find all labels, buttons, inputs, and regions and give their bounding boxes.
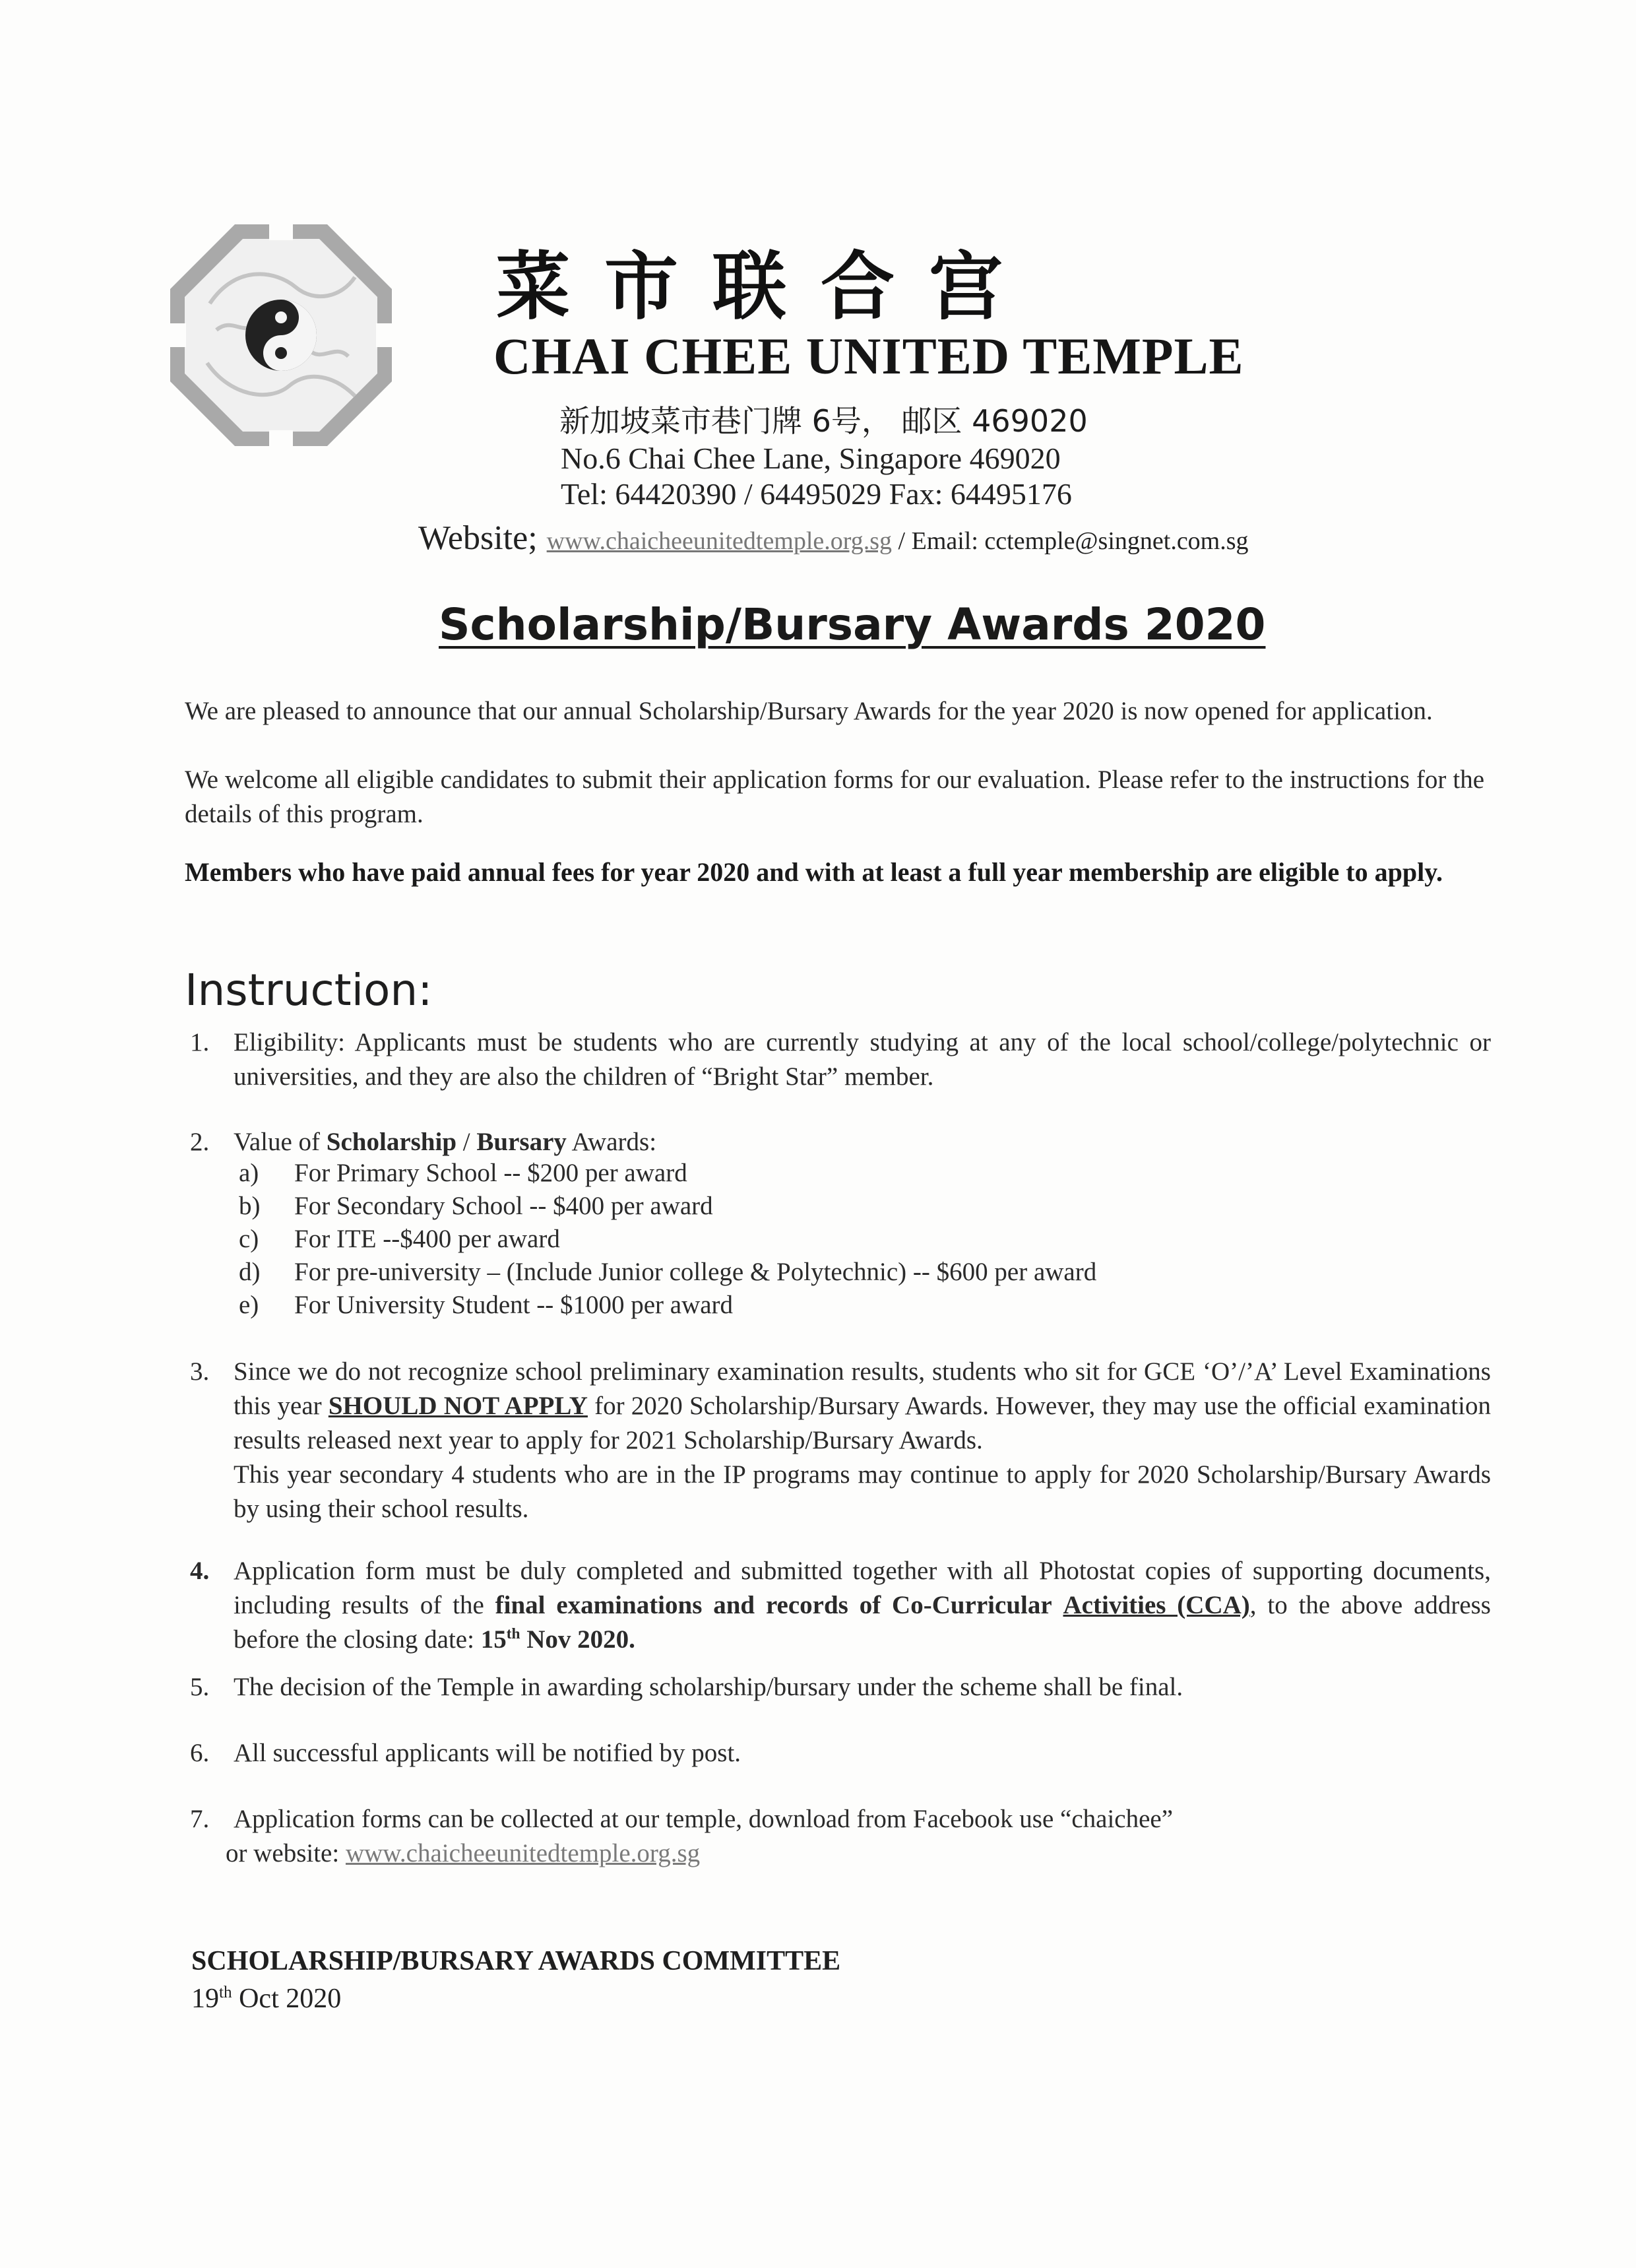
instruction-item-2 [185, 1125, 1491, 1159]
item-number: 6. [190, 1739, 210, 1767]
temple-name-english: CHAI CHEE UNITED TEMPLE [493, 327, 1244, 385]
temple-logo [170, 224, 392, 446]
tel-fax: Tel: 64420390 / 64495029 Fax: 64495176 [561, 477, 1072, 511]
item-number: 5. [190, 1673, 210, 1701]
award-value-secondary: b) For Secondary School -- $400 per award [239, 1192, 713, 1220]
item-number: 3. [190, 1357, 210, 1386]
item-number: 1. [190, 1028, 210, 1056]
award-value-primary: a) For Primary School -- $200 per award [239, 1159, 687, 1187]
website-link-footer[interactable]: www.chaicheeunitedtemple.org.sg [345, 1839, 701, 1867]
closing-date: 15th Nov 2020. [480, 1625, 635, 1654]
instruction-item-3 [185, 1355, 1491, 1526]
instruction-item-4 [185, 1554, 1491, 1657]
item-text: Application forms can be collected at our temple, download from Facebook use “chaichee” or website: www.chaicheeunitedtemple.org.sg [226, 1805, 1174, 1867]
instruction-item-1 [185, 1025, 1491, 1094]
item-text: All successful applicants will be notified by post. [234, 1739, 741, 1767]
item-text: Since we do not recognize school preliminary examination results, students who sit for GCE ‘O’/’A’ Level Examinations this year SHOULD NOT APPLY for 2020 Scholarship/Bursary Awards. However, they may use the official examination results released next year to apply for 2021 Scholarship/Bursary Awards. This year secondary 4 students who are in the IP programs may continue to apply for 2020 Scholarship/Bursary Awards by using their school results. [234, 1357, 1491, 1523]
eligibility-note: Members who have paid annual fees for year 2020 and with at least a full year membership are eligible to apply. [185, 857, 1443, 887]
intro-paragraph-1: We are pleased to announce that our annual Scholarship/Bursary Awards for the year 2020 is now opened for application. [185, 697, 1433, 725]
item-number: 2. [190, 1128, 210, 1156]
email-text: / Email: cctemple@singnet.com.sg [892, 527, 1249, 555]
item-number: 4. [190, 1557, 210, 1585]
address-english: No.6 Chai Chee Lane, Singapore 469020 [561, 441, 1061, 475]
item-text: Eligibility: Applicants must be students who are currently studying at any of the local school/college/polytechnic or universities, and they are also the children of “Bright Star” member. [234, 1028, 1491, 1091]
award-value-university: e) For University Student -- $1000 per award [239, 1291, 734, 1319]
committee-signature: SCHOLARSHIP/BURSARY AWARDS COMMITTEE [191, 1946, 841, 1976]
document-title: Scholarship/Bursary Awards 2020 [439, 599, 1266, 650]
award-value-pre-university: d) For pre-university – (Include Junior college & Polytechnic) -- $600 per award [239, 1258, 1097, 1286]
website-label: Website; [418, 519, 538, 557]
item-text: The decision of the Temple in awarding scholarship/bursary under the scheme shall be final. [234, 1673, 1183, 1701]
item-text: Application form must be duly completed and submitted together with all Photostat copies of supporting documents, including results of the final examinations and records of Co-Curricular Activities (CCA), to the above address before the closing date: 15th Nov 2020. [234, 1557, 1491, 1654]
instruction-heading: Instruction: [185, 965, 433, 1016]
should-not-apply-emphasis: SHOULD NOT APPLY [328, 1392, 588, 1420]
instruction-item-5 [185, 1670, 1491, 1704]
item-number: 7. [190, 1805, 210, 1833]
award-value-ite: c) For ITE --$400 per award [239, 1225, 560, 1253]
instruction-item-7 [185, 1802, 1491, 1871]
item-text: Value of Scholarship / Bursary Awards: [234, 1128, 657, 1156]
website-email-line [418, 519, 1249, 558]
temple-name-chinese: 菜市联合宫 [496, 244, 1037, 330]
instruction-item-6 [185, 1736, 1491, 1770]
website-link[interactable]: www.chaicheeunitedtemple.org.sg [546, 527, 893, 555]
letter-date: 19th Oct 2020 [191, 1984, 342, 2014]
intro-paragraph-2: We welcome all eligible candidates to submit their application forms for our evaluation. Please refer to the instructions for the details of this program. [185, 765, 1484, 828]
address-chinese: 新加坡菜市巷门牌 6号， 邮区 469020 [559, 403, 1088, 439]
